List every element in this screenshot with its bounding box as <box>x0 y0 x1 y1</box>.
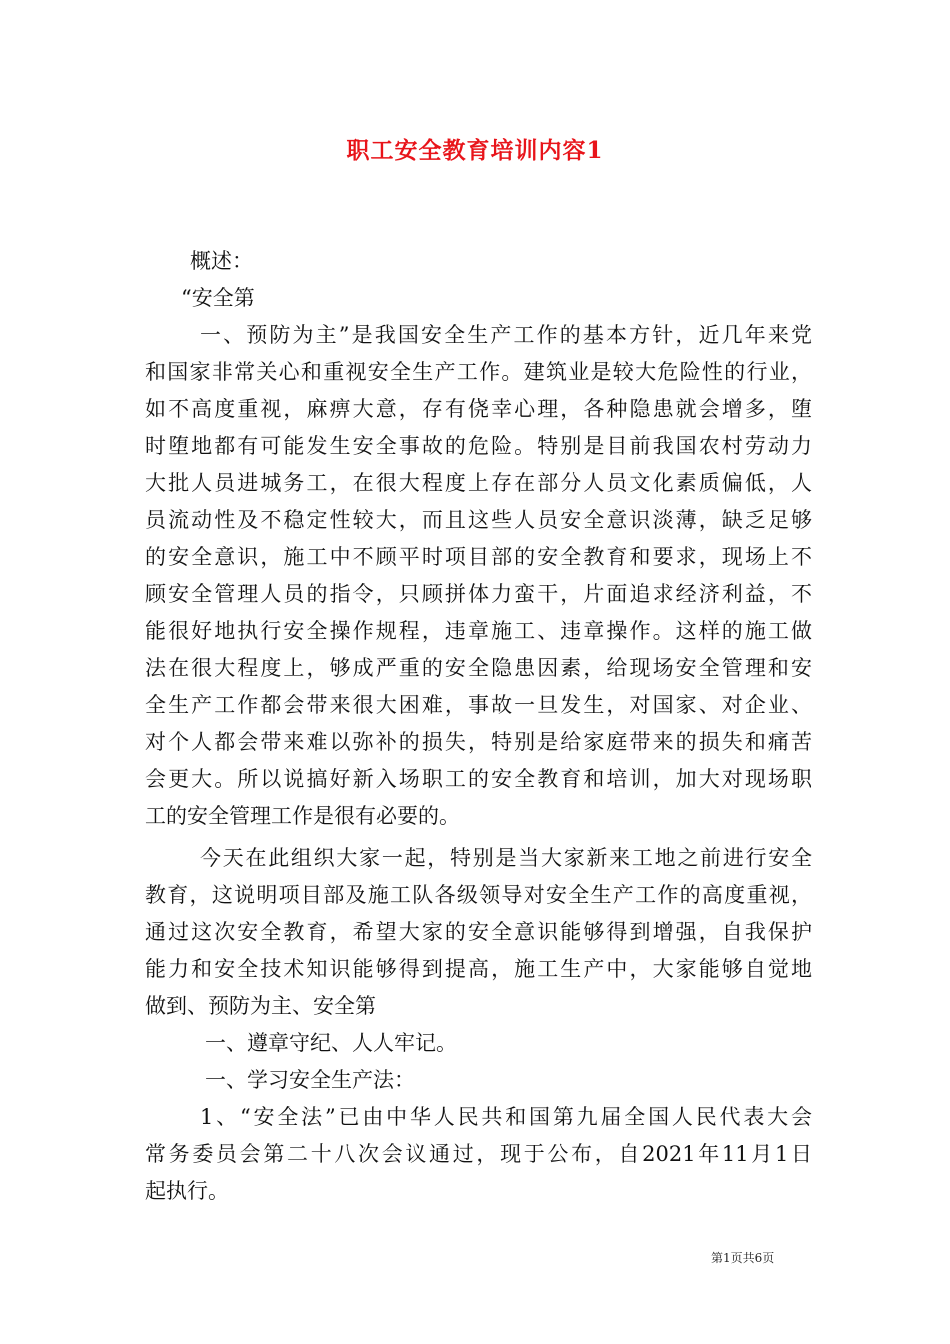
paragraph-line: 全生产工作都会带来很大困难，事故一旦发生，对国家、对企业、 <box>145 693 812 717</box>
study-heading: 一、学习安全生产法： <box>205 1068 415 1092</box>
paragraph-line: 法在很大程度上，够成严重的安全隐患因素，给现场安全管理和安 <box>145 656 812 680</box>
document-title: 职工安全教育培训内容1 <box>346 137 604 164</box>
paragraph-line: 时堕地都有可能发生安全事故的危险。特别是目前我国农村劳动力 <box>145 434 812 458</box>
paragraph-line: 能力和安全技术知识能够得到提高，施工生产中，大家能够自觉地 <box>145 957 812 981</box>
paragraph-1 <box>145 317 812 835</box>
paragraph-line: 起执行。 <box>145 1179 229 1203</box>
paragraph-line: 的安全意识，施工中不顾平时项目部的安全教育和要求，现场上不 <box>145 545 812 569</box>
discipline-heading: 一、遵章守纪、人人牢记。 <box>205 1031 457 1055</box>
paragraph-line: 如不高度重视，麻痹大意，存有侥幸心理，各种隐患就会增多，堕 <box>145 397 812 421</box>
document-body <box>145 243 812 1210</box>
paragraph-line: 通过这次安全教育，希望大家的安全意识能够得到增强，自我保护 <box>145 920 812 944</box>
paragraph-line: 会更大。所以说搞好新入场职工的安全教育和培训，加大对现场职 <box>145 767 812 791</box>
paragraph-3 <box>145 1099 812 1210</box>
paragraph-line: 做到、预防为主、安全第 <box>145 994 376 1018</box>
paragraph-line: 对个人都会带来难以弥补的损失，特别是给家庭带来的损失和痛苦 <box>145 730 812 754</box>
paragraph-line: 教育，这说明项目部及施工队各级领导对安全生产工作的高度重视， <box>145 883 812 907</box>
paragraph-line: 工的安全管理工作是很有必要的。 <box>145 804 460 828</box>
paragraph-line: 今天在此组织大家一起，特别是当大家新来工地之前进行安全 <box>200 846 812 870</box>
paragraph-line: 1、“安全法”已由中华人民共和国第九届全国人民代表大会 <box>200 1105 812 1129</box>
quote-line: “安全第 <box>181 286 255 310</box>
paragraph-2 <box>145 840 812 1025</box>
paragraph-line: 和国家非常关心和重视安全生产工作。建筑业是较大危险性的行业， <box>145 360 812 384</box>
paragraph-line: 常务委员会第二十八次会议通过，现于公布，自2021年11月1日 <box>145 1142 812 1166</box>
paragraph-line: 顾安全管理人员的指令，只顾拼体力蛮干，片面追求经济利益，不 <box>145 582 812 606</box>
paragraph-line: 员流动性及不稳定性较大，而且这些人员安全意识淡薄，缺乏足够 <box>145 508 812 532</box>
overview-label: 概述： <box>190 249 253 273</box>
paragraph-line: 大批人员进城务工，在很大程度上存在部分人员文化素质偏低，人 <box>145 471 812 495</box>
paragraph-line: 能很好地执行安全操作规程，违章施工、违章操作。这样的施工做 <box>145 619 812 643</box>
page-number-footer: 第1页共6页 <box>711 1251 775 1265</box>
paragraph-line: 一、预防为主”是我国安全生产工作的基本方针，近几年来党 <box>200 323 812 347</box>
